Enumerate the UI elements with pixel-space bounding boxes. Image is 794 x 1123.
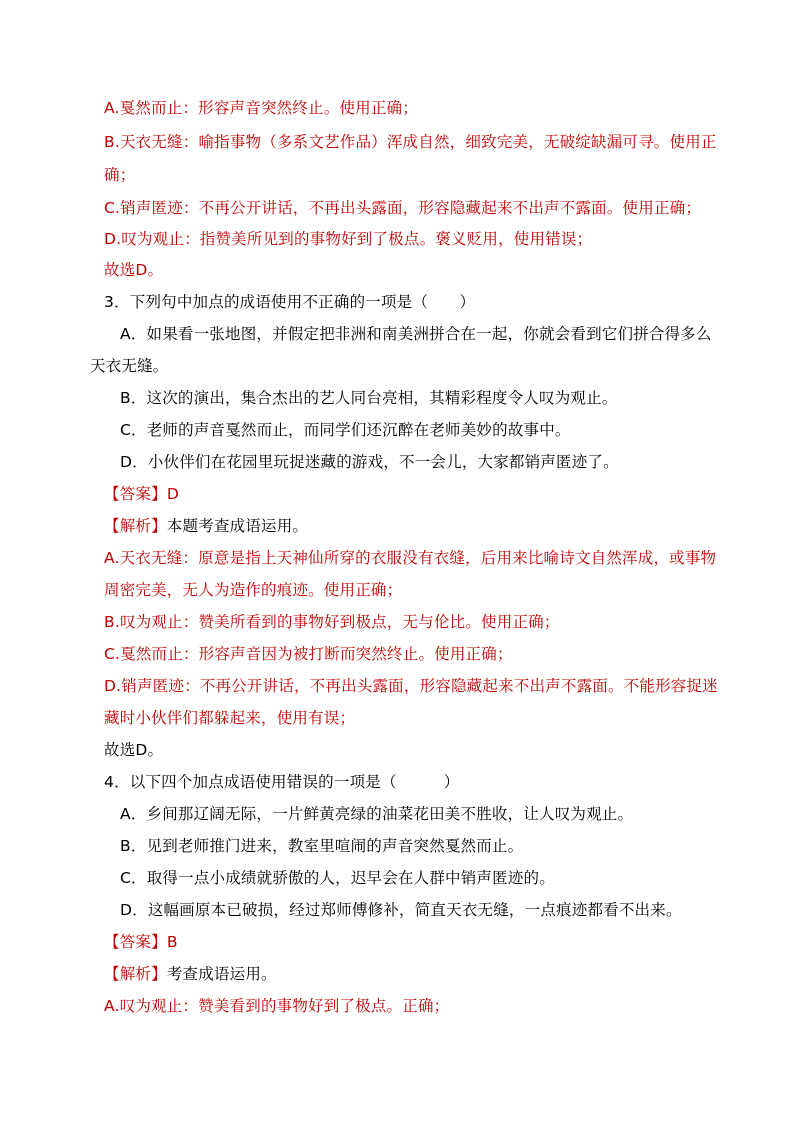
answer-value: B (166, 933, 178, 951)
question-3-option-a: A．如果看一张地图，并假定把非洲和南美洲拼合在一起，你就会看到它们拼合得多么 (120, 325, 712, 343)
question-3-option-c: C．老师的声音戛然而止，而同学们还沉醉在老师美妙的故事中。 (120, 421, 571, 439)
question-4-option-c: C．取得一点小成绩就骄傲的人，迟早会在人群中销声匿迹的。 (120, 869, 555, 887)
analysis-line-c: C.销声匿迹：不再公开讲话，不再出头露面，形容隐藏起来不出声不露面。使用正确； (104, 199, 702, 217)
analysis-line-b-cont: 确； (104, 166, 136, 184)
question-4-option-a: A．乡间那辽阔无际，一片鲜黄亮绿的油菜花田美不胜收，让人叹为观止。 (120, 805, 634, 823)
analysis-line-a: A.叹为观止：赞美看到的事物好到了极点。正确； (104, 997, 450, 1015)
question-3-option-d: D．小伙伴们在花园里玩捉迷藏的游戏，不一会儿，大家都销声匿迹了。 (120, 453, 619, 471)
analysis-summary: 本题考查成语运用。 (166, 517, 309, 535)
analysis-label: 【解析】 (104, 517, 167, 535)
question-3-option-b: B．这次的演出，集合杰出的艺人同台亮相，其精彩程度令人叹为观止。 (120, 389, 618, 407)
conclusion-text: 故选D。 (104, 261, 164, 279)
analysis-line-a: A.戛然而止：形容声音突然终止。使用正确； (104, 99, 418, 117)
answer-row-4 (104, 932, 178, 952)
analysis-line-d: D.销声匿迹：不再公开讲话，不再出头露面，形容隐藏起来不出声不露面。不能形容捉迷 (104, 677, 718, 695)
analysis-row-4 (104, 964, 277, 984)
analysis-line-a: A.天衣无缝：原意是指上天神仙所穿的衣服没有衣缝，后用来比喻诗文自然浑成，或事物 (104, 549, 717, 567)
analysis-line-a-cont: 周密完美，无人为造作的痕迹。使用正确； (104, 581, 403, 599)
question-4-option-b: B．见到老师推门进来，教室里喧闹的声音突然戛然而止。 (120, 837, 524, 855)
question-3-stem: 3．下列句中加点的成语使用不正确的一项是（ ） (104, 293, 476, 311)
analysis-line-b: B.叹为观止：赞美所看到的事物好到极点，无与伦比。使用正确； (104, 613, 560, 631)
analysis-label: 【解析】 (104, 965, 167, 983)
analysis-row-3 (104, 516, 308, 536)
answer-label: 【答案】 (104, 485, 167, 503)
analysis-line-c: C.戛然而止：形容声音因为被打断而突然终止。使用正确； (104, 645, 513, 663)
answer-label: 【答案】 (104, 933, 167, 951)
question-4-option-d: D．这幅画原本已破损，经过郑师傅修补，简直天衣无缝，一点痕迹都看不出来。 (120, 901, 682, 919)
analysis-line-d: D.叹为观止：指赞美所见到的事物好到了极点。褒义贬用，使用错误； (104, 230, 593, 248)
answer-row-3 (104, 484, 179, 504)
question-3-option-a-cont: 天衣无缝。 (90, 357, 169, 375)
analysis-line-b: B.天衣无缝：喻指事物（多系文艺作品）浑成自然，细致完美，无破绽缺漏可寻。使用正 (104, 133, 717, 151)
conclusion-text: 故选D。 (104, 741, 164, 759)
analysis-summary: 考查成语运用。 (166, 965, 277, 983)
answer-value: D (166, 485, 179, 503)
analysis-line-d-cont: 藏时小伙伴们都躲起来，使用有误； (104, 709, 356, 727)
question-4-stem: 4．以下四个加点成语使用错误的一项是（ ） (104, 773, 460, 791)
